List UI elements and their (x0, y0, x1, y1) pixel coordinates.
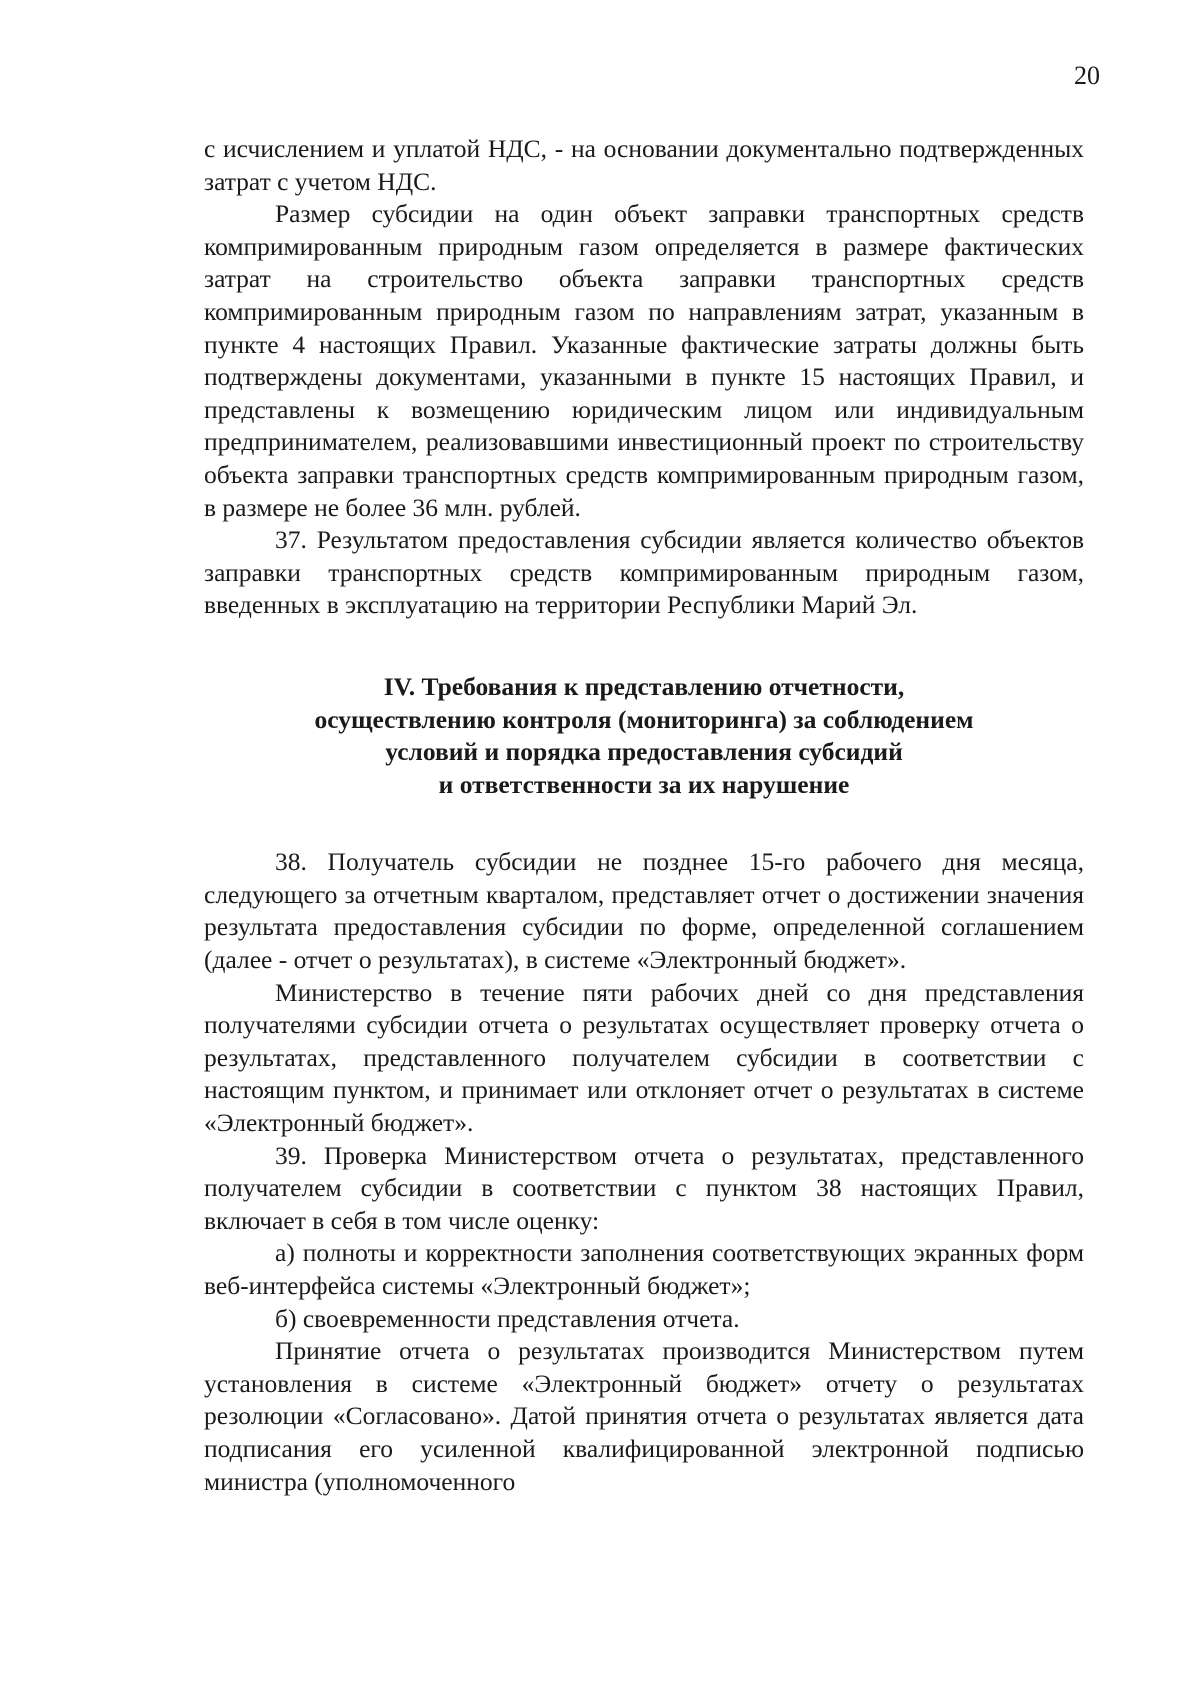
paragraph-continuation: с исчислением и уплатой НДС, - на основании документально подтвержденных затрат с учетом НДС. (204, 134, 1084, 196)
section-heading-line: условий и порядка предоставления субсидий (385, 737, 903, 767)
section-heading-line: IV. Требования к представлению отчетности, (383, 671, 905, 701)
page-number: 20 (1074, 61, 1100, 90)
list-item-b: б) своевременности представления отчета. (275, 1303, 740, 1333)
paragraph-37: 37. Результатом предоставления субсидии является количество объектов заправки транспортных средств компримированным природным газом, введенных в эксплуатацию на территории Республики Марий Эл. (204, 525, 1084, 620)
section-heading (204, 671, 1084, 801)
paragraph-subsidy-amount: Размер субсидии на один объект заправки транспортных средств компримированным природным газом определяется в размере фактических затрат на строительство объекта заправки транспортных средств компримированным природным газом по направлениям затрат, указанным в пункте 4 настоящих Правил. Указанные фактические затраты должны быть подтверждены документами, указанными в пункте 15 настоящих Правил, и представлены к возмещению юридическим лицом или индивидуальным предпринимателем, реализовавшими инвестиционный проект по строительству объекта заправки транспортных средств компримированным природным газом, в размере не более 36 млн. рублей. (204, 199, 1084, 522)
list-item-a: а) полноты и корректности заполнения соответствующих экранных форм веб-интерфейса системы «Электронный бюджет»; (204, 1238, 1084, 1300)
paragraph-ministry-review: Министерство в течение пяти рабочих дней со дня представления получателями субсидии отчета о результатах осуществляет проверку отчета о результатах, представленного получателем субсидии в соответствии с настоящим пунктом, и принимает или отклоняет отчет о результатах в системе «Электронный бюджет». (204, 977, 1084, 1138)
section-heading-line: осуществлению контроля (мониторинга) за соблюдением (314, 704, 974, 734)
paragraph-39: 39. Проверка Министерством отчета о результатах, представленного получателем субсидии в соответствии с пунктом 38 настоящих Правил, включает в себя в том числе оценку: (204, 1140, 1084, 1235)
section-heading-line: и ответственности за их нарушение (438, 769, 850, 799)
paragraph-report-acceptance: Принятие отчета о результатах производится Министерством путем установления в системе «Электронный бюджет» отчету о результатах резолюции «Согласовано». Датой принятия отчета о результатах является дата подписания его усиленной квалифицированной электронной подписью министра (уполномоченного (204, 1336, 1084, 1496)
document-body (204, 133, 1084, 1498)
paragraph-38: 38. Получатель субсидии не позднее 15-го рабочего дня месяца, следующего за отчетным кварталом, представляет отчет о достижении значения результата предоставления субсидии по форме, определенной соглашением (далее - отчет о результатах), в системе «Электронный бюджет». (204, 847, 1084, 975)
